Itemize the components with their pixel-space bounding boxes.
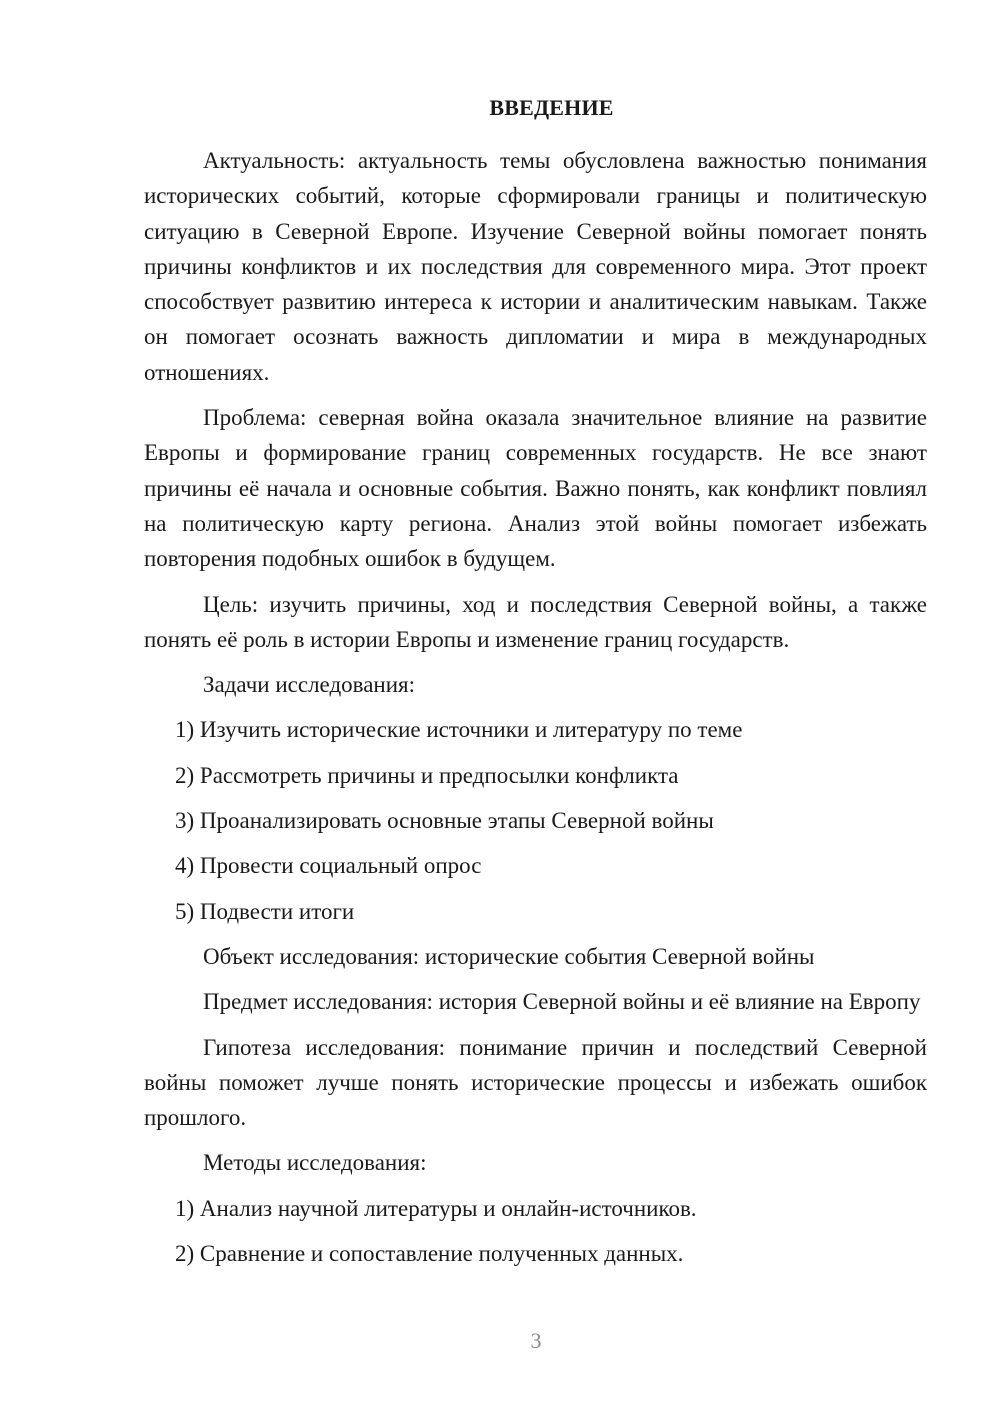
page-number: 3 <box>530 1328 542 1353</box>
hypothesis-paragraph: Гипотеза исследования: понимание причин и последствий Северной войны поможет лучше понять исторические процессы и избежать ошибок прошлого. <box>144 1034 927 1131</box>
list-item: 5) Подвести итоги <box>175 898 355 924</box>
subject-paragraph: Предмет исследования: история Северной войны и её влияние на Европу <box>203 989 921 1015</box>
list-item: 1) Изучить исторические источники и литературу по теме <box>175 717 743 743</box>
tasks-heading: Задачи исследования: <box>203 672 416 698</box>
list-item: 1) Анализ научной литературы и онлайн-источников. <box>175 1195 697 1221</box>
methods-heading: Методы исследования: <box>203 1150 427 1176</box>
relevance-paragraph: Актуальность: актуальность темы обусловлена важностью понимания исторических событий, которые сформировали границы и политическую ситуацию в Северной Европе. Изучение Северной войны помогает понять причины конфликтов и их последствия для современного мира. Этот проект способствует развитию интереса к истории и аналитическим навыкам. Также он помогает осознать важность дипломатии и мира в международных отношениях. <box>144 148 927 385</box>
list-item: 3) Проанализировать основные этапы Северной войны <box>175 808 714 834</box>
page-content <box>144 95 927 1271</box>
problem-paragraph: Проблема: северная война оказала значительное влияние на развитие Европы и формирование границ современных государств. Не все знают причины её начала и основные события. Важно понять, как конфликт повлиял на политическую карту региона. Анализ этой войны помогает избежать повторения подобных ошибок в будущем. <box>144 405 927 572</box>
tasks-list <box>144 712 927 928</box>
list-item: 2) Сравнение и сопоставление полученных данных. <box>175 1241 684 1267</box>
goal-paragraph: Цель: изучить причины, ход и последствия Северной войны, а также понять её роль в истории Европы и изменение границ государств. <box>144 591 927 652</box>
methods-list <box>144 1191 927 1272</box>
page-title: ВВЕДЕНИЕ <box>489 95 614 120</box>
list-item: 2) Рассмотреть причины и предпосылки конфликта <box>175 762 679 788</box>
list-item: 4) Провести социальный опрос <box>175 853 482 879</box>
object-paragraph: Объект исследования: исторические события Северной войны <box>203 943 815 969</box>
